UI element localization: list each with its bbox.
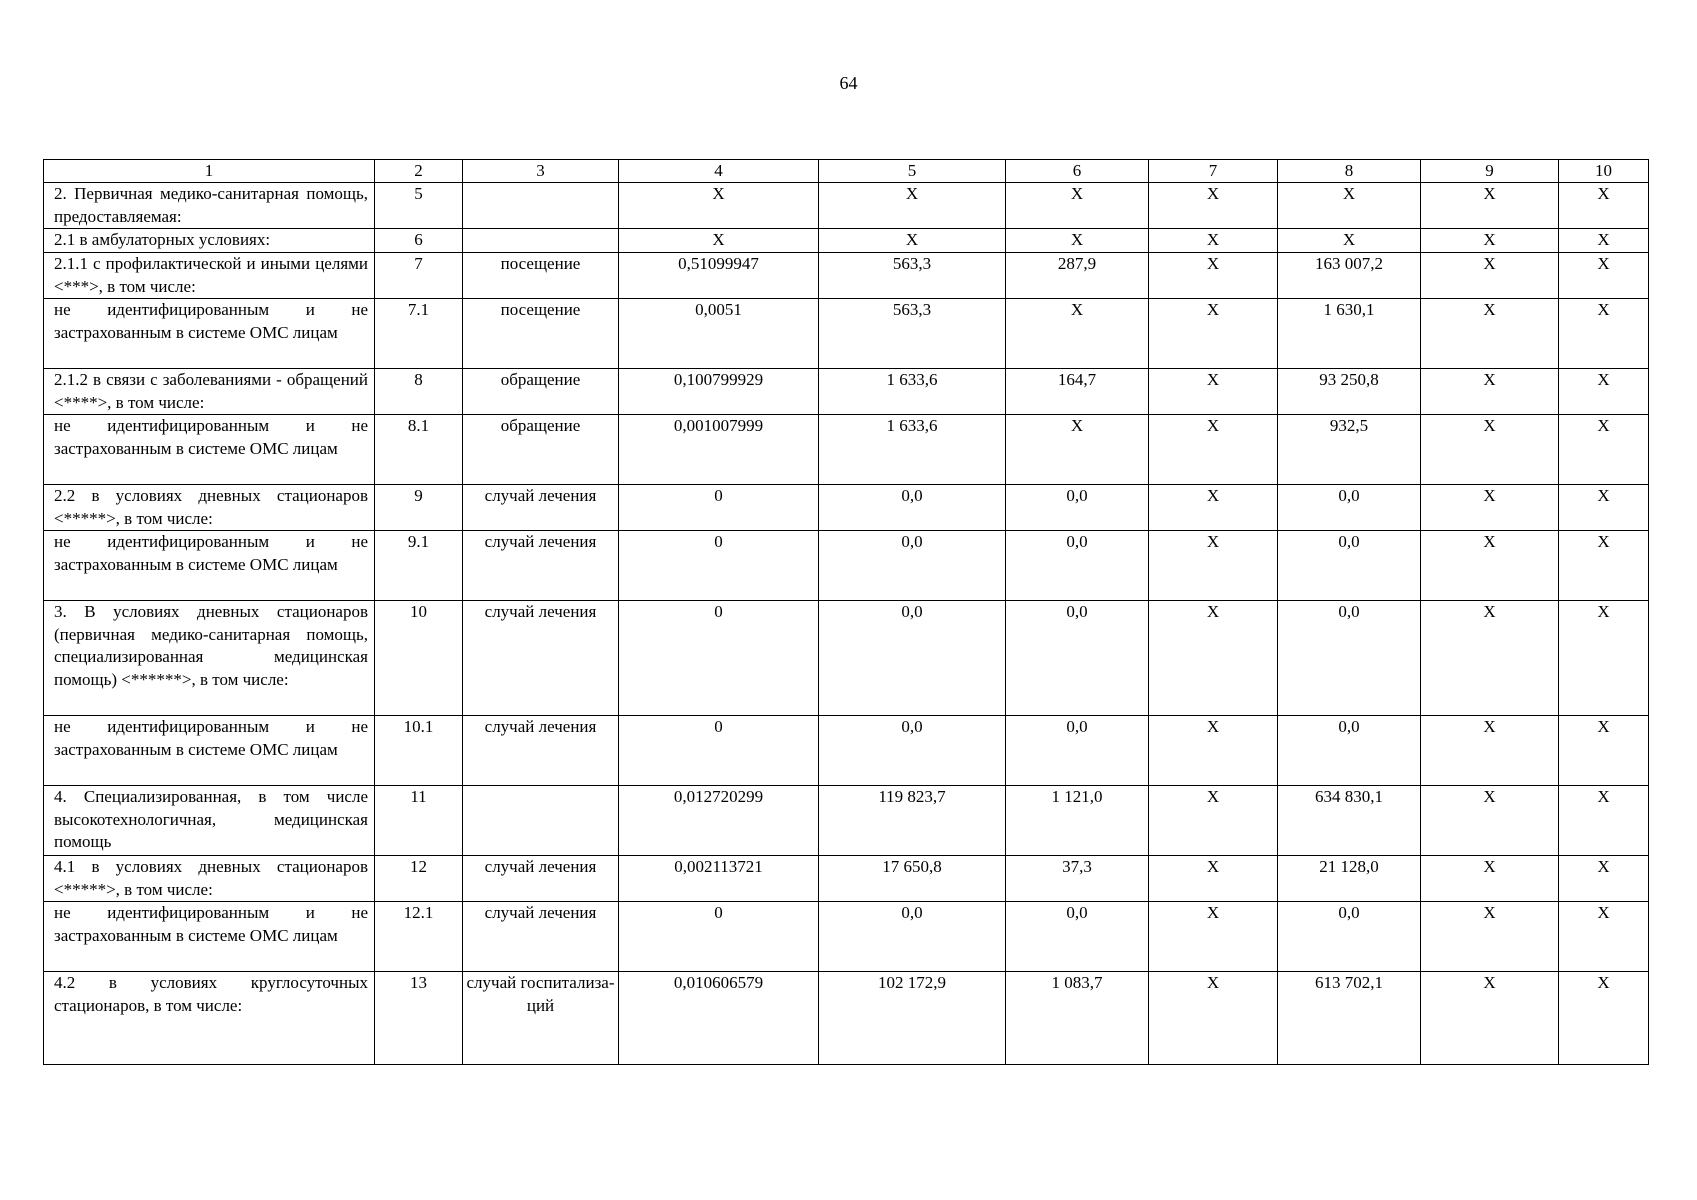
row-label-cell: 2.1.1 с профилактической и иными целями <***>, в том числе: — [44, 253, 375, 299]
table-cell: 0,0 — [1278, 531, 1421, 601]
table-cell: X — [1006, 299, 1149, 369]
table-cell: 21 128,0 — [1278, 856, 1421, 902]
table-cell: 10 — [375, 601, 463, 716]
column-number: 4 — [619, 160, 819, 183]
table-cell: X — [1421, 716, 1559, 786]
table-cell: 9.1 — [375, 531, 463, 601]
table-cell: 12 — [375, 856, 463, 902]
table-cell: 0 — [619, 716, 819, 786]
table-cell: 563,3 — [819, 253, 1006, 299]
table-row — [44, 415, 1649, 485]
table-cell: X — [1149, 369, 1278, 415]
table-cell: 613 702,1 — [1278, 972, 1421, 1065]
table-row — [44, 856, 1649, 902]
table-cell: 1 633,6 — [819, 415, 1006, 485]
table-cell: 932,5 — [1278, 415, 1421, 485]
row-label-cell: не идентифицированным и не застрахованным в системе ОМС лицам — [44, 531, 375, 601]
table-cell: X — [1559, 601, 1649, 716]
table-cell: 1 633,6 — [819, 369, 1006, 415]
table-cell: X — [1421, 856, 1559, 902]
table-cell: 0,0 — [819, 716, 1006, 786]
table-cell — [463, 786, 619, 856]
table-cell: X — [1149, 229, 1278, 253]
row-label-cell: не идентифицированным и не застрахованным в системе ОМС лицам — [44, 716, 375, 786]
table-cell: X — [1149, 786, 1278, 856]
row-label-cell: 2.1 в амбулаторных условиях: — [44, 229, 375, 253]
row-label-cell: не идентифицированным и не застрахованным в системе ОМС лицам — [44, 299, 375, 369]
table-cell: случай лечения — [463, 531, 619, 601]
table-cell: 8.1 — [375, 415, 463, 485]
column-number: 10 — [1559, 160, 1649, 183]
table-row — [44, 716, 1649, 786]
table-cell: 37,3 — [1006, 856, 1149, 902]
table-cell: случай лечения — [463, 716, 619, 786]
table-cell: X — [1421, 601, 1559, 716]
table-cell: X — [1149, 601, 1278, 716]
table-cell: 11 — [375, 786, 463, 856]
table-row — [44, 253, 1649, 299]
table-cell: 0,0 — [1278, 716, 1421, 786]
table-cell: 0,0 — [1006, 902, 1149, 972]
table-cell: 17 650,8 — [819, 856, 1006, 902]
table-cell: X — [1559, 972, 1649, 1065]
table-cell: X — [1559, 369, 1649, 415]
table-cell: X — [1559, 716, 1649, 786]
table-cell: X — [1149, 531, 1278, 601]
table-cell: X — [1149, 299, 1278, 369]
table-row — [44, 369, 1649, 415]
table-cell: X — [619, 183, 819, 229]
table-cell: 0,0 — [1006, 485, 1149, 531]
table-cell: X — [1421, 299, 1559, 369]
table-cell: X — [1559, 856, 1649, 902]
column-number: 6 — [1006, 160, 1149, 183]
table-row — [44, 902, 1649, 972]
table-row — [44, 601, 1649, 716]
table-cell: обращение — [463, 369, 619, 415]
row-label-cell: не идентифицированным и не застрахованным в системе ОМС лицам — [44, 902, 375, 972]
table-cell: 0 — [619, 485, 819, 531]
table-cell: X — [1559, 299, 1649, 369]
table-cell: случай лечения — [463, 902, 619, 972]
table-cell: X — [1421, 485, 1559, 531]
table-cell: 0,0 — [1006, 601, 1149, 716]
table-cell: X — [619, 229, 819, 253]
table-cell: 0,0 — [819, 485, 1006, 531]
table-cell: X — [1421, 253, 1559, 299]
table-cell: 287,9 — [1006, 253, 1149, 299]
table-cell: X — [1006, 229, 1149, 253]
table-cell: X — [1421, 902, 1559, 972]
table-row — [44, 229, 1649, 253]
table-cell: X — [1421, 786, 1559, 856]
table-cell: X — [1421, 415, 1559, 485]
table-row — [44, 531, 1649, 601]
table-cell: X — [1149, 183, 1278, 229]
table-cell: 0,0 — [1278, 902, 1421, 972]
column-number: 2 — [375, 160, 463, 183]
column-number: 1 — [44, 160, 375, 183]
table-body — [44, 160, 1649, 1065]
column-number: 5 — [819, 160, 1006, 183]
table-cell: 8 — [375, 369, 463, 415]
column-number: 7 — [1149, 160, 1278, 183]
column-number: 9 — [1421, 160, 1559, 183]
column-number-row — [44, 160, 1649, 183]
table-cell: 0,001007999 — [619, 415, 819, 485]
column-number: 8 — [1278, 160, 1421, 183]
table-cell: посещение — [463, 299, 619, 369]
table-cell: X — [1421, 229, 1559, 253]
table-cell: X — [819, 183, 1006, 229]
row-label-cell: 2.1.2 в связи с заболеваниями - обращений <****>, в том числе: — [44, 369, 375, 415]
table-cell: X — [1421, 183, 1559, 229]
table-cell — [463, 229, 619, 253]
table-cell: X — [1559, 531, 1649, 601]
table-cell: случай госпитализа-ций — [463, 972, 619, 1065]
table-cell: X — [1559, 229, 1649, 253]
table-cell: случай лечения — [463, 601, 619, 716]
table-cell: X — [1149, 972, 1278, 1065]
row-label-cell: 4.2 в условиях круглосуточных стационаров, в том числе: — [44, 972, 375, 1065]
table-cell: 93 250,8 — [1278, 369, 1421, 415]
table-cell: 0,010606579 — [619, 972, 819, 1065]
table-cell: 1 121,0 — [1006, 786, 1149, 856]
table-cell: 0,002113721 — [619, 856, 819, 902]
table-row — [44, 299, 1649, 369]
table-cell: 0,0 — [819, 601, 1006, 716]
row-label-cell: 2. Первичная медико-санитарная помощь, предоставляемая: — [44, 183, 375, 229]
table-cell: 12.1 — [375, 902, 463, 972]
table-cell: X — [1006, 415, 1149, 485]
table-cell: X — [1559, 786, 1649, 856]
table-cell: 0,51099947 — [619, 253, 819, 299]
page-number: 64 — [839, 73, 858, 93]
row-label-cell: 4. Специализированная, в том числе высокотехнологичная, медицинская помощь — [44, 786, 375, 856]
table-cell: 102 172,9 — [819, 972, 1006, 1065]
table-cell: 119 823,7 — [819, 786, 1006, 856]
table-cell: X — [1559, 902, 1649, 972]
table-cell — [463, 183, 619, 229]
table-cell: 0,100799929 — [619, 369, 819, 415]
table-cell: X — [1278, 229, 1421, 253]
table-cell: 7.1 — [375, 299, 463, 369]
table-cell: 9 — [375, 485, 463, 531]
table-cell: 10.1 — [375, 716, 463, 786]
row-label-cell: 4.1 в условиях дневных стационаров <*****>, в том числе: — [44, 856, 375, 902]
table-cell: X — [1278, 183, 1421, 229]
table-cell: X — [1149, 415, 1278, 485]
table-cell: 0,0 — [1006, 531, 1149, 601]
table-cell: X — [1421, 531, 1559, 601]
table-row — [44, 183, 1649, 229]
table-cell: 634 830,1 — [1278, 786, 1421, 856]
table-cell: X — [1149, 856, 1278, 902]
table-row — [44, 786, 1649, 856]
table-cell: X — [1559, 183, 1649, 229]
table-cell: 563,3 — [819, 299, 1006, 369]
table-cell: 163 007,2 — [1278, 253, 1421, 299]
row-label-cell: 2.2 в условиях дневных стационаров <*****>, в том числе: — [44, 485, 375, 531]
table-cell: X — [819, 229, 1006, 253]
column-number: 3 — [463, 160, 619, 183]
table-cell: 0,0 — [1278, 485, 1421, 531]
row-label-cell: 3. В условиях дневных стационаров (первичная медико-санитарная помощь, специализированная медицинская помощь) <******>, в том числе: — [44, 601, 375, 716]
table-cell: случай лечения — [463, 856, 619, 902]
table-cell: 0 — [619, 902, 819, 972]
row-label-cell: не идентифицированным и не застрахованным в системе ОМС лицам — [44, 415, 375, 485]
table-cell: X — [1149, 902, 1278, 972]
table-cell: 164,7 — [1006, 369, 1149, 415]
table-cell: обращение — [463, 415, 619, 485]
data-table — [43, 159, 1649, 1065]
table-cell: X — [1149, 485, 1278, 531]
table-cell: 1 630,1 — [1278, 299, 1421, 369]
table-cell: 0,0051 — [619, 299, 819, 369]
table-cell: 0,012720299 — [619, 786, 819, 856]
table-cell: X — [1421, 972, 1559, 1065]
table-cell: X — [1149, 716, 1278, 786]
table-cell: 7 — [375, 253, 463, 299]
table-cell: X — [1006, 183, 1149, 229]
table-cell: 0,0 — [1278, 601, 1421, 716]
table-cell: X — [1559, 415, 1649, 485]
table-cell: 5 — [375, 183, 463, 229]
table-cell: 13 — [375, 972, 463, 1065]
table-cell: посещение — [463, 253, 619, 299]
table-cell: 6 — [375, 229, 463, 253]
table-cell: X — [1559, 253, 1649, 299]
table-cell: 0 — [619, 531, 819, 601]
table-cell: X — [1559, 485, 1649, 531]
table-cell: X — [1421, 369, 1559, 415]
table-row — [44, 485, 1649, 531]
table-cell: 1 083,7 — [1006, 972, 1149, 1065]
table-cell: 0,0 — [819, 531, 1006, 601]
table-row — [44, 972, 1649, 1065]
table-cell: 0 — [619, 601, 819, 716]
table-cell: X — [1149, 253, 1278, 299]
table-cell: случай лечения — [463, 485, 619, 531]
table-cell: 0,0 — [819, 902, 1006, 972]
table-cell: 0,0 — [1006, 716, 1149, 786]
